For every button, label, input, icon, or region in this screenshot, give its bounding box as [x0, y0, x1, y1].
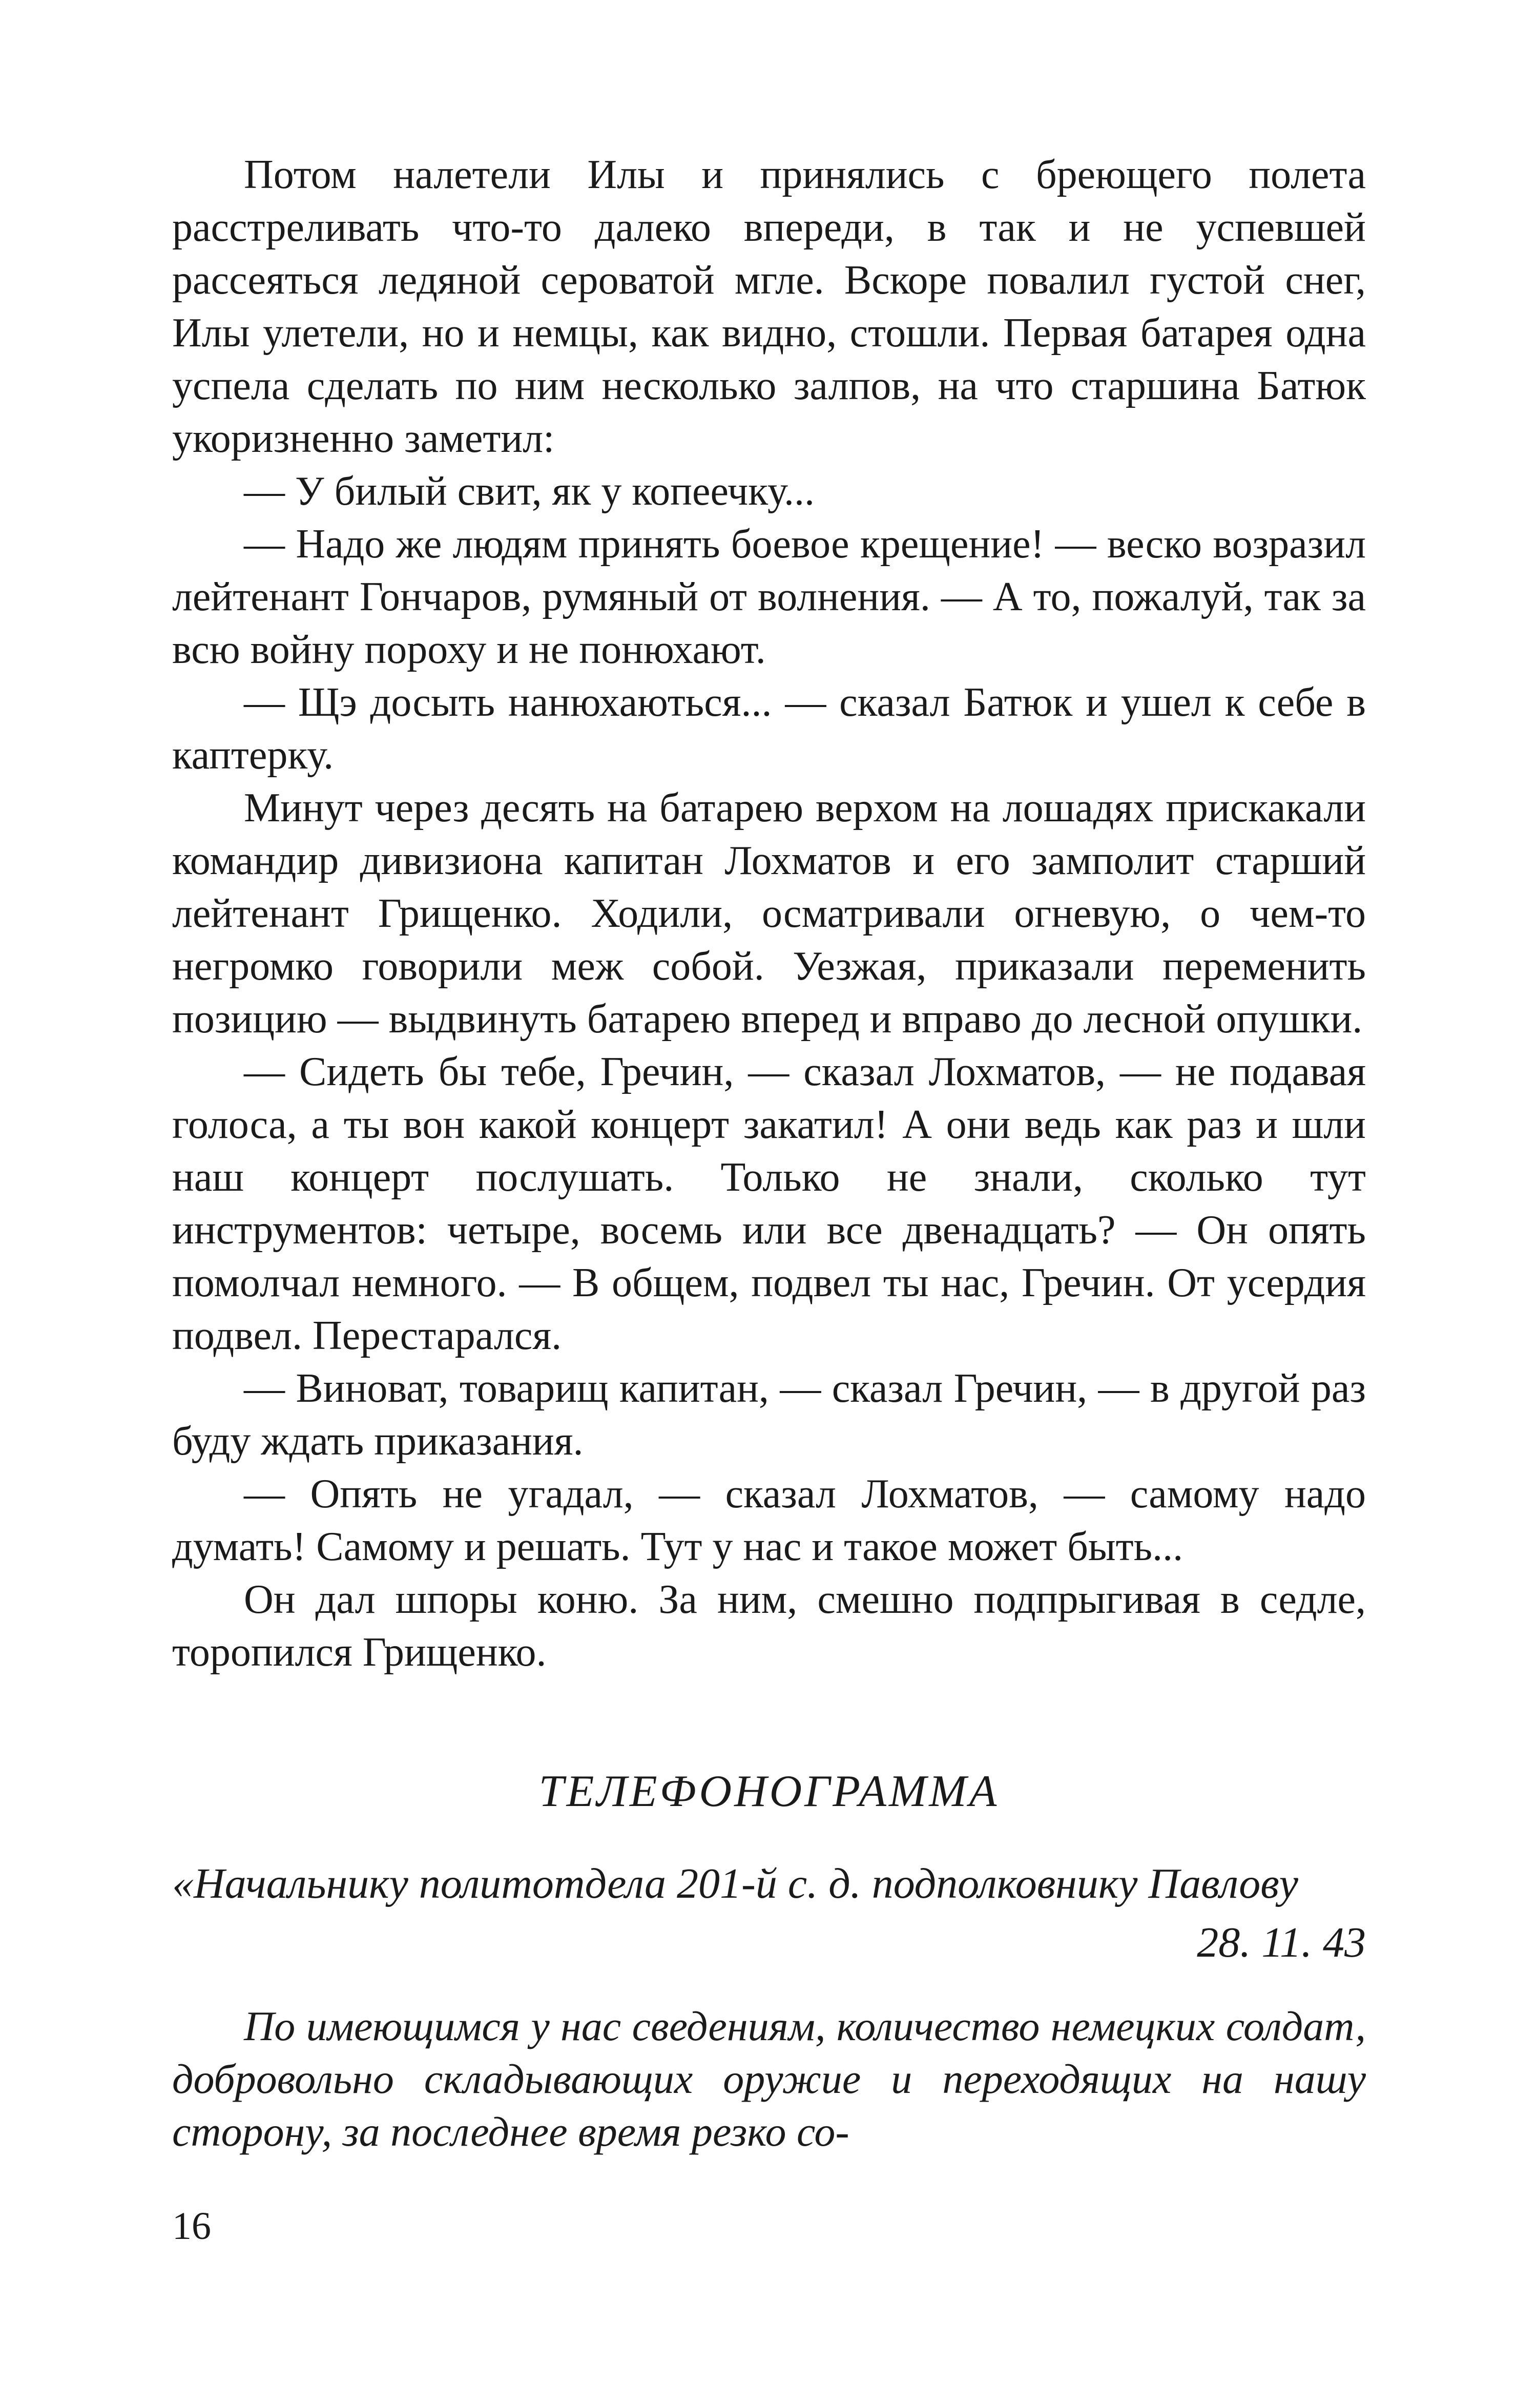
telephonogram-title: ТЕЛЕФОНОГРАММА: [538, 1767, 1000, 1816]
paragraph-7: — Виноват, товарищ капитан, — сказал Гречин, — в другой раз буду ждать приказания.: [172, 1366, 1366, 1464]
telephonogram-date: 28. 11. 43: [1197, 1919, 1366, 1966]
telephonogram-address: «Начальнику политотдела 201-й с. д. подполковнику Павлову: [172, 1860, 1298, 1907]
paragraph-5: Минут через десять на батарею верхом на лошадях прискакали командир дивизиона капитан Лохматов и его замполит старший лейтенант Грищенко. Ходили, осматривали огневую, о чем-то негромко говорили меж собой. Уезжая, приказали переменить позицию — выдвинуть батарею вперед и вправо до лесной опушки.: [172, 785, 1366, 1042]
paragraph-8: — Опять не угадал, — сказал Лохматов, — самому надо думать! Самому и решать. Тут у нас и такое может быть...: [172, 1471, 1366, 1569]
paragraph-3: — Надо же людям принять боевое крещение! — веско возразил лейтенант Гончаров, румяный от волнения. — А то, пожалуй, так за всю войну пороху и не понюхают.: [172, 522, 1366, 672]
paragraph-6: — Сидеть бы тебе, Гречин, — сказал Лохматов, — не подавая голоса, а ты вон какой концерт закатил! А они ведь как раз и шли наш концерт послушать. Только не знали, сколько тут инструментов: четыре, восемь или все двенадцать? — Он опять помолчал немного. — В общем, подвел ты нас, Гречин. От усердия подвел. Перестарался.: [172, 1049, 1366, 1358]
page-text-column: [172, 149, 1366, 2158]
telephonogram-body: По имеющимся у нас сведениям, количество немецких солдат, добровольно складывающих оружие и переходящих на нашу сторону, за последнее время резко со-: [172, 2003, 1366, 2155]
paragraph-9: Он дал шпоры коню. За ним, смешно подпрыгивая в седле, торопился Грищенко.: [172, 1577, 1366, 1675]
paragraph-4: — Щэ досыть нанюхаються... — сказал Батюк и ушел к себе в каптерку.: [172, 680, 1366, 778]
page-number: 16: [172, 2205, 211, 2248]
paragraph-2: — У билый свит, як у копеечку...: [244, 469, 815, 514]
paragraph-1: Потом налетели Илы и принялись с бреющего полета расстреливать что-то далеко впереди, в так и не успевшей рассеяться ледяной сероватой мгле. Вскоре повалил густой снег, Илы улетели, но и немцы, как видно, стошли. Первая батарея одна успела сделать по ним несколько залпов, на что старшина Батюк укоризненно заметил:: [172, 152, 1366, 461]
